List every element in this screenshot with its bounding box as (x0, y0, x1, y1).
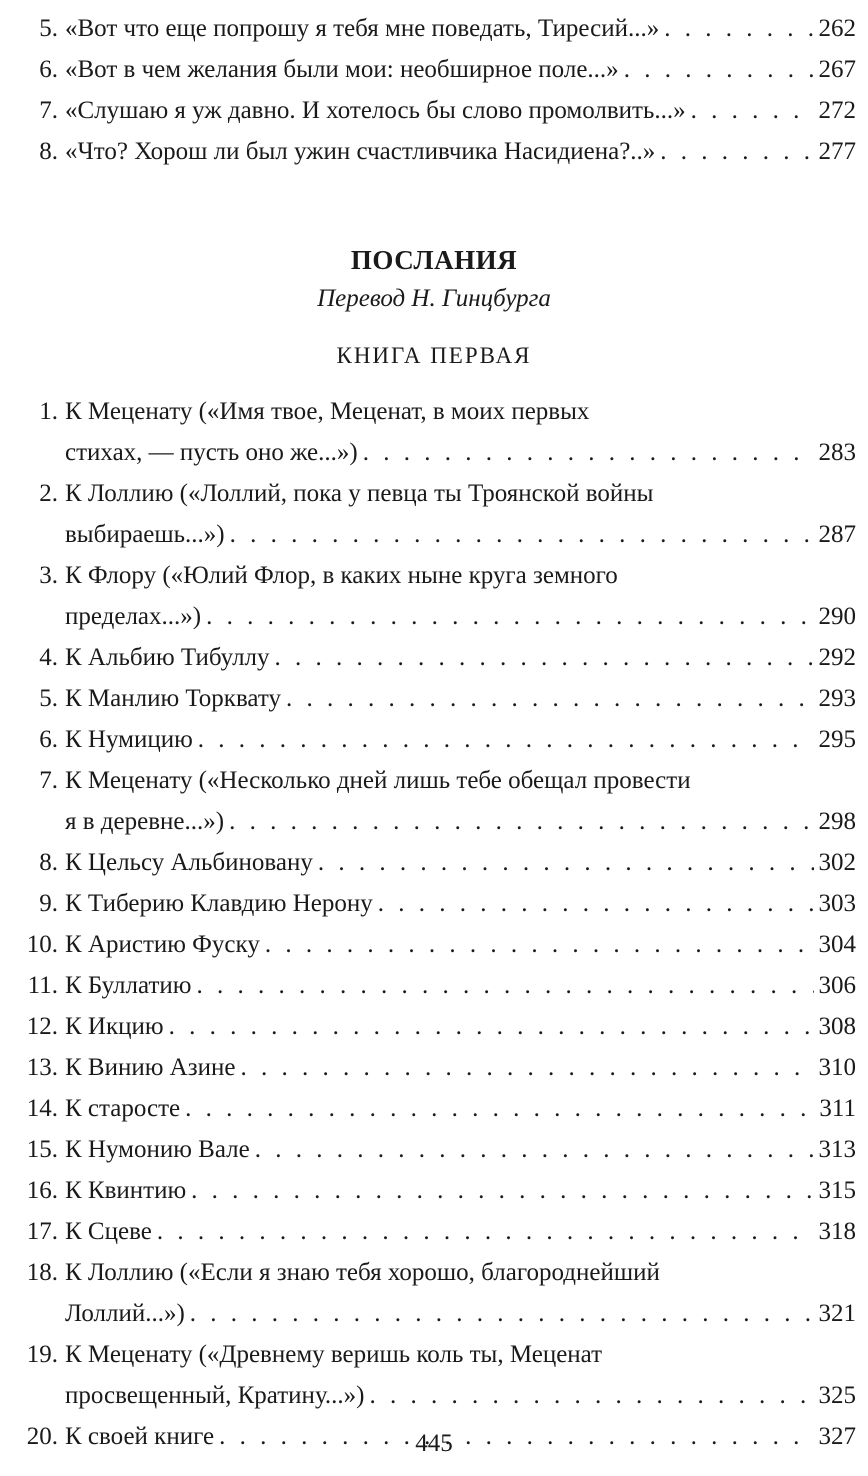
translator-credit: Перевод Н. Гинцбурга (317, 285, 551, 312)
page-number: 445 (415, 1430, 453, 1457)
entry-title-line1: К Меценату («Имя твое, Меценат, в моих первых (65, 398, 590, 425)
dot-leader (275, 637, 814, 678)
entry-title: К Альбию Тибуллу (65, 644, 270, 671)
entry-page: 308 (818, 1013, 856, 1040)
entry-title: К Нумицию (65, 726, 193, 753)
dot-leader (185, 1088, 814, 1129)
dot-leader (624, 49, 814, 90)
toc-entry (0, 1170, 868, 1211)
toc-entry (0, 842, 868, 883)
toc-entry (0, 90, 868, 131)
entry-page: 311 (819, 1095, 856, 1122)
entry-title-line1: К Флору («Юлий Флор, в каких ныне круга земного (65, 562, 618, 589)
entry-page: 313 (818, 1136, 856, 1163)
dot-leader (378, 883, 814, 924)
entry-title: пределах...») (65, 603, 202, 630)
entry-title: стихах, — пусть оно же...») (65, 439, 358, 466)
entry-page: 310 (818, 1054, 856, 1081)
dot-leader (255, 1129, 814, 1170)
entry-page: 318 (818, 1218, 856, 1245)
toc-entry (0, 391, 868, 473)
toc-entry (0, 49, 868, 90)
entry-number: 17. (26, 1218, 58, 1245)
toc-top-list (0, 8, 868, 172)
entry-number: 18. (26, 1259, 58, 1286)
entry-page: 293 (818, 685, 856, 712)
dot-leader (286, 678, 814, 719)
dot-leader (664, 8, 813, 49)
toc-epistles-list (0, 391, 868, 1457)
entry-page: 272 (818, 97, 856, 124)
entry-number: 9. (39, 890, 58, 917)
entry-number: 7. (39, 97, 58, 124)
toc-entry (0, 8, 868, 49)
entry-page: 262 (818, 15, 856, 42)
toc-entry (0, 555, 868, 637)
entry-title: К Сцеве (65, 1218, 152, 1245)
section-title: ПОСЛАНИЯ (350, 245, 518, 275)
entry-page: 325 (818, 1382, 856, 1409)
entry-title-line1: К Меценату («Древнему веришь коль ты, Меценат (65, 1341, 603, 1368)
entry-number: 11. (27, 972, 58, 999)
entry-number: 8. (39, 849, 58, 876)
entry-title: «Вот что еще попрошу я тебя мне поведать, Тиресий...» (65, 15, 660, 42)
entry-number: 8. (39, 138, 58, 165)
entry-title-line1: К Меценату («Несколько дней лишь тебе обещал провести (65, 767, 691, 794)
toc-entry (0, 1006, 868, 1047)
entry-title: К Аристию Фуску (65, 931, 260, 958)
entry-title: К Винию Азине (65, 1054, 236, 1081)
entry-number: 20. (26, 1423, 58, 1450)
toc-entry (0, 637, 868, 678)
entry-title: «Вот в чем желания были мои: необширное поле...» (65, 56, 619, 83)
dot-leader (206, 596, 813, 637)
toc-entry (0, 883, 868, 924)
dot-leader (265, 924, 814, 965)
entry-number: 10. (26, 931, 58, 958)
toc-entry (0, 1047, 868, 1088)
entry-page: 295 (818, 726, 856, 753)
toc-entry (0, 1252, 868, 1334)
entry-page: 283 (818, 439, 856, 466)
toc-entry (0, 1129, 868, 1170)
entry-page: 306 (818, 972, 856, 999)
toc-entry (0, 473, 868, 555)
toc-entry (0, 965, 868, 1006)
entry-page: 292 (818, 644, 856, 671)
entry-title: К Нумонию Вале (65, 1136, 250, 1163)
entry-number: 7. (39, 767, 58, 794)
entry-title-line1: К Лоллию («Если я знаю тебя хорошо, благороднейший (65, 1259, 660, 1286)
dot-leader (318, 842, 814, 883)
entry-number: 6. (39, 56, 58, 83)
entry-page: 304 (818, 931, 856, 958)
dot-leader (363, 432, 814, 473)
entry-title: К Квинтию (65, 1177, 187, 1204)
toc-entry (0, 1334, 868, 1416)
dot-leader (157, 1211, 814, 1252)
toc-entry (0, 760, 868, 842)
entry-title: К Манлию Торквату (65, 685, 281, 712)
dot-leader (370, 1375, 814, 1416)
dot-leader (691, 90, 814, 131)
entry-page: 290 (818, 603, 856, 630)
entry-title: К старосте (65, 1095, 181, 1122)
entry-page: 267 (818, 56, 856, 83)
dot-leader (240, 1047, 813, 1088)
entry-page: 298 (818, 808, 856, 835)
toc-entry (0, 1211, 868, 1252)
entry-number: 14. (26, 1095, 58, 1122)
entry-number: 12. (26, 1013, 58, 1040)
entry-number: 2. (39, 480, 58, 507)
dot-leader (190, 1293, 814, 1334)
dot-leader (229, 801, 813, 842)
toc-entry (0, 1088, 868, 1129)
entry-number: 13. (26, 1054, 58, 1081)
entry-number: 19. (26, 1341, 58, 1368)
book-title: КНИГА ПЕРВАЯ (336, 343, 532, 368)
entry-page: 277 (818, 138, 856, 165)
dot-leader (196, 965, 813, 1006)
entry-number: 5. (39, 685, 58, 712)
entry-title: К Икцию (65, 1013, 164, 1040)
toc-entry (0, 678, 868, 719)
entry-number: 1. (39, 398, 58, 425)
entry-page: 302 (818, 849, 856, 876)
entry-title: просвещенный, Кратину...») (65, 1382, 365, 1409)
entry-title: К своей книге (65, 1423, 215, 1450)
entry-page: 321 (818, 1300, 856, 1327)
dot-leader (660, 131, 813, 172)
dot-leader (169, 1006, 814, 1047)
toc-entry (0, 924, 868, 965)
toc-entry (0, 719, 868, 760)
dot-leader (230, 514, 814, 555)
entry-title: К Цельсу Альбиновану (65, 849, 313, 876)
entry-title: Лоллий...») (65, 1300, 185, 1327)
entry-number: 4. (39, 644, 58, 671)
entry-page: 315 (818, 1177, 856, 1204)
entry-page: 327 (818, 1423, 856, 1450)
entry-title: «Что? Хорош ли был ужин счастливчика Насидиена?..» (65, 138, 656, 165)
entry-title: я в деревне...») (65, 808, 225, 835)
entry-number: 6. (39, 726, 58, 753)
entry-number: 16. (26, 1177, 58, 1204)
entry-page: 287 (818, 521, 856, 548)
entry-number: 5. (39, 15, 58, 42)
dot-leader (198, 719, 814, 760)
entry-title-line1: К Лоллию («Лоллий, пока у певца ты Троянской войны (65, 480, 654, 507)
dot-leader (191, 1170, 813, 1211)
entry-title: К Буллатию (65, 972, 192, 999)
entry-title: «Слушаю я уж давно. И хотелось бы слово промолвить...» (65, 97, 686, 124)
entry-title: К Тиберию Клавдию Нерону (65, 890, 373, 917)
entry-number: 15. (26, 1136, 58, 1163)
entry-title: выбираешь...») (65, 521, 225, 548)
entry-number: 3. (39, 562, 58, 589)
toc-entry (0, 131, 868, 172)
entry-page: 303 (818, 890, 856, 917)
